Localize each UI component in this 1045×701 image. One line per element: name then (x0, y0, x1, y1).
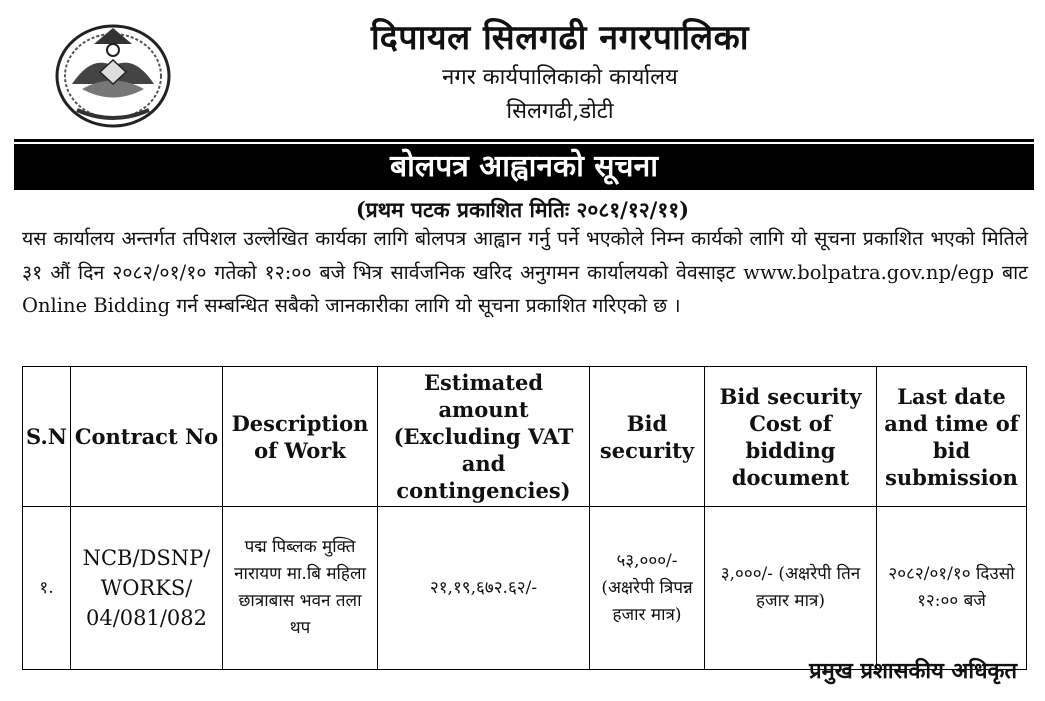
table-header-row (23, 367, 1027, 507)
header-contract-no: Contract No (71, 367, 223, 507)
table-row (23, 507, 1027, 670)
notice-body: यस कार्यालय अन्तर्गत तपिशल उल्लेखित कार्यका लागि बोलपत्र आह्वान गर्नु पर्ने भएकोले निम्न कार्यको लागि यो सूचना प्रकाशित भएको मितिले ३१ औं दिन २०८२/०१/१० गतेको १२:०० बजे भित्र सार्वजनिक खरिद अनुगमन कार्यालयको वेवसाइट www.bolpatra.gov.np/egp बाट Online Bidding गर्न सम्बन्धित सबैको जानकारीका लागि यो सूचना प्रकाशित गरिएको छ । (22, 227, 1028, 317)
cell-description: पद्म पिब्लक मुक्ति नारायण मा.बि महिला छात्राबास भवन तला थप (223, 507, 378, 670)
header-divider (14, 139, 1034, 142)
notice-heading: बोलपत्र आह्वानको सूचना (14, 144, 1034, 190)
signatory-title: प्रमुख प्रशासकीय अधिकृत (809, 658, 1017, 684)
header-last-date: Last date and time of bid submission (877, 367, 1027, 507)
cell-bid-security: ५३,०००/- (अक्षरेपी त्रिपन्न हजार मात्र) (590, 507, 705, 670)
header-description: Description of Work (223, 367, 378, 507)
header-doc-cost: Bid security Cost of bidding document (705, 367, 877, 507)
bid-table (22, 366, 1027, 670)
cell-estimated-amount: २१,१९,६७२.६२/- (378, 507, 590, 670)
cell-contract-no: NCB/DSNP/ WORKS/ 04/081/082 (71, 507, 223, 670)
letterhead (0, 0, 1045, 142)
office-subtitle: नगर कार्यपालिकाको कार्यालय (442, 65, 678, 90)
office-address: सिलगढी,डोटी (506, 99, 614, 124)
cell-last-date: २०८२/०१/१० दिउसो १२:०० बजे (877, 507, 1027, 670)
header-estimated-amount: Estimated amount (Excluding VAT and contingencies) (378, 367, 590, 507)
header-sn: S.N (23, 367, 71, 507)
header-bid-security: Bid security (590, 367, 705, 507)
cell-doc-cost: ३,०००/- (अक्षरेपी तिन हजार मात्र) (705, 507, 877, 670)
nepal-government-emblem-icon (52, 14, 174, 132)
municipality-title: दिपायल सिलगढी नगरपालिका (370, 18, 750, 58)
publication-date: (प्रथम पटक प्रकाशित मितिः २०८१/१२/११) (355, 197, 690, 222)
cell-sn: १. (23, 507, 71, 670)
